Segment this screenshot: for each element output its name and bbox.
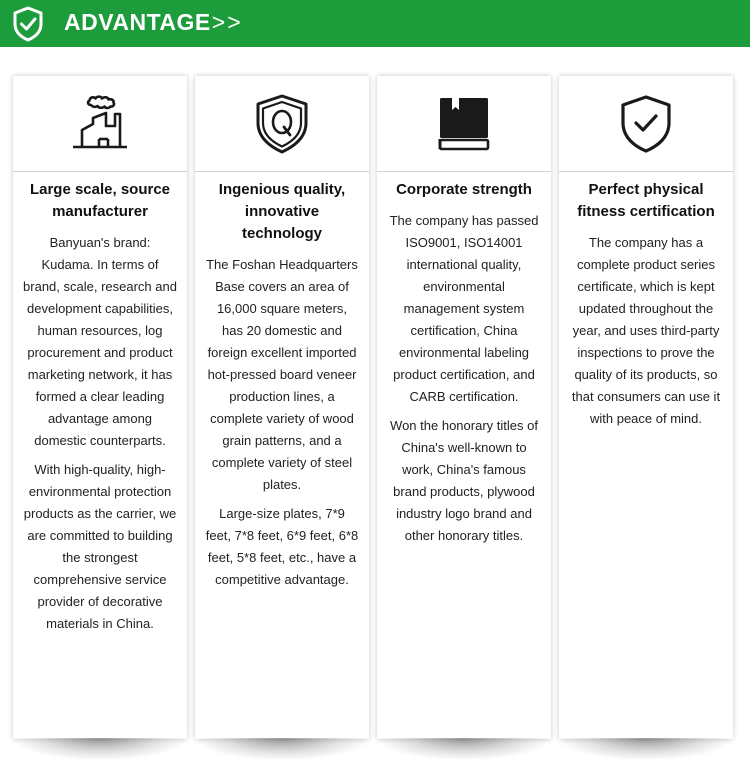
advantage-card [559, 76, 733, 739]
card-body [205, 254, 359, 598]
card-title: Perfect physical fitness certification [577, 181, 715, 220]
shield-check-icon [10, 5, 46, 43]
card-paragraph: The company has passed ISO9001, ISO14001 international quality, environmental management system certification, China environmental labeling product certification, and CARB certification. [389, 213, 539, 404]
card-body [23, 232, 177, 642]
quality-shield-q-icon [253, 93, 311, 155]
card-title: Large scale, source manufacturer [29, 181, 171, 220]
card-icon-area [377, 76, 551, 172]
card-paragraph: Won the honorary titles of China's well-known to work, China's famous brand products, plywood industry logo brand and other honorary titles. [390, 418, 538, 543]
card-icon-area [559, 76, 733, 172]
card-body [569, 232, 723, 437]
shield-check-icon [618, 94, 674, 154]
page-title [64, 9, 243, 36]
card-title: Ingenious quality, innovative technology [218, 181, 346, 242]
factory-icon [69, 94, 131, 154]
book-icon [437, 96, 491, 152]
card-shadow [559, 738, 733, 760]
card-paragraph: The Foshan Headquarters Base covers an area of 16,000 square meters, has 20 domestic and foreign excellent imported hot-pressed board veneer production lines, a complete variety of wood grain patterns, and a complete variety of steel plates. [206, 257, 358, 492]
card-paragraph: With high-quality, high-environmental protection products as the carrier, we are committed to building the strongest comprehensive service provider of decorative materials in China. [23, 462, 177, 631]
card-icon-area [13, 76, 187, 172]
card-paragraph: Large-size plates, 7*9 feet, 7*8 feet, 6*9 feet, 6*8 feet, 5*8 feet, etc., have a competitive advantage. [205, 506, 359, 587]
page-title-text: ADVANTAGE [64, 9, 211, 35]
card-body [387, 210, 541, 554]
card-paragraph: Banyuan's brand: Kudama. In terms of brand, scale, research and development capabilities, human resources, log procurement and product marketing network, it has formed a clear leading advantage among domestic counterparts. [23, 235, 177, 448]
card-shadow [195, 738, 369, 760]
header-banner [0, 0, 750, 47]
card-paragraph: The company has a complete product series certificate, which is kept updated throughout the year, and uses third-party inspections to prove the quality of its products, so that consumers can use it with peace of mind. [571, 235, 721, 426]
card-shadow [13, 738, 187, 760]
card-shadow [377, 738, 551, 760]
title-arrows: >> [211, 9, 243, 35]
card-icon-area [195, 76, 369, 172]
advantage-card [195, 76, 369, 739]
card-title: Corporate strength [396, 181, 532, 198]
advantage-card [13, 76, 187, 739]
advantage-card [377, 76, 551, 739]
